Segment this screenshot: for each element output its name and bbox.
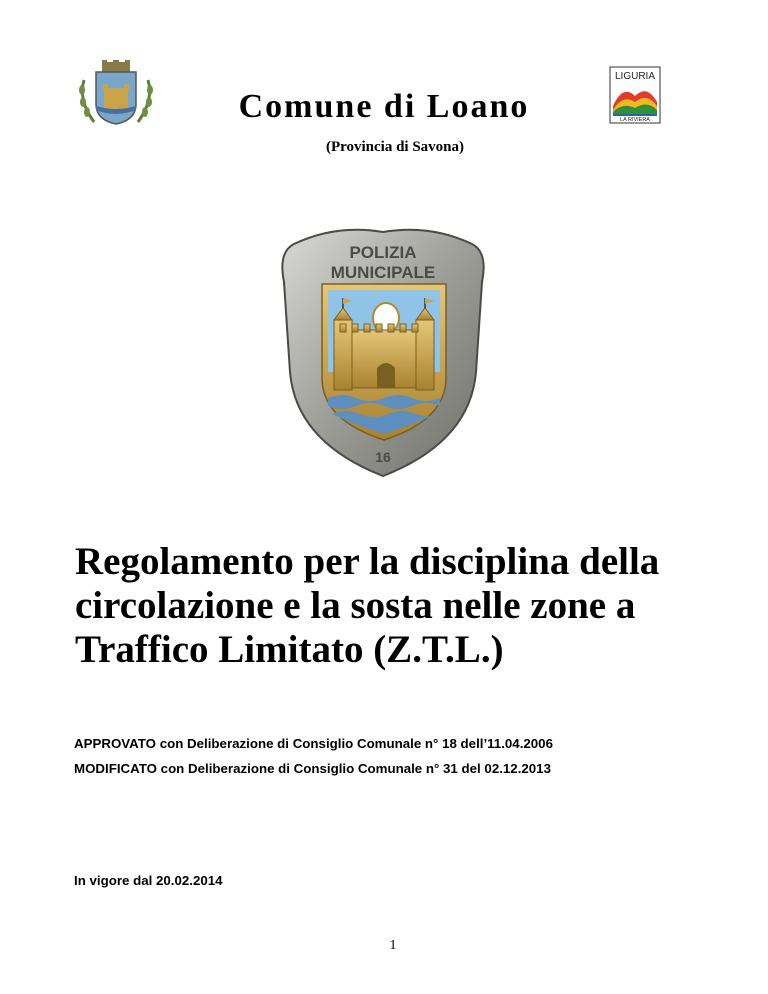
approval-note: APPROVATO con Deliberazione di Consiglio Comunale n° 18 dell’11.04.2006 bbox=[74, 736, 553, 751]
page-number: 1 bbox=[389, 938, 397, 953]
document-title bbox=[75, 540, 697, 672]
document-title-line2: circolazione e la sosta nelle zone a bbox=[75, 584, 636, 627]
page-subtitle: (Provincia di Savona) bbox=[325, 139, 465, 155]
document-title-line1: Regolamento per la disciplina della bbox=[75, 540, 660, 583]
badge-number-text: 16 bbox=[375, 449, 391, 465]
polizia-municipale-badge-icon bbox=[276, 222, 490, 480]
page-title: Comune di Loano bbox=[238, 88, 530, 125]
badge-line1-text: POLIZIA bbox=[349, 243, 417, 262]
badge-line2-text: MUNICIPALE bbox=[330, 263, 436, 282]
liguria-logo-top-text: LIGURIA bbox=[614, 71, 656, 82]
modification-note: MODIFICATO con Deliberazione di Consiglio Comunale n° 31 del 02.12.2013 bbox=[74, 761, 551, 776]
liguria-logo-bottom-text: LA RIVIERA bbox=[620, 117, 650, 123]
document-title-line3: Traffico Limitato (Z.T.L.) bbox=[75, 628, 504, 671]
in-force-date: In vigore dal 20.02.2014 bbox=[74, 873, 223, 888]
